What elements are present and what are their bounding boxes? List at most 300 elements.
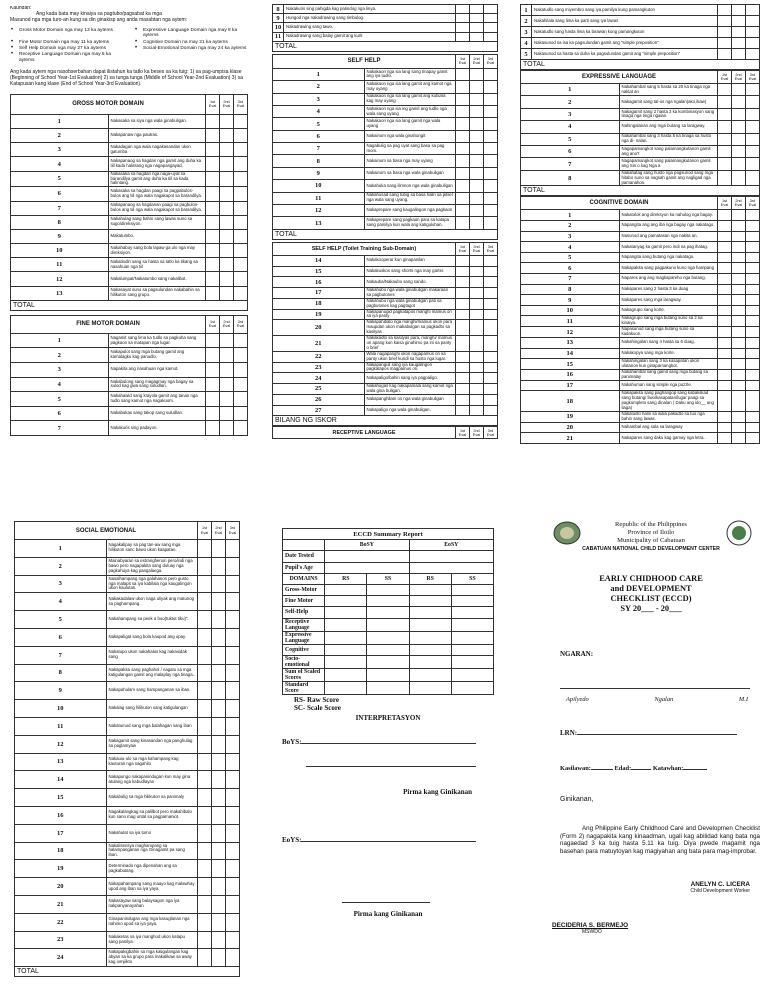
eval-1-cell[interactable] — [456, 14, 470, 23]
score-cell[interactable] — [367, 681, 409, 694]
eval-2-cell[interactable] — [470, 167, 484, 179]
score-cell[interactable] — [409, 681, 451, 694]
eval-1-cell[interactable] — [198, 895, 212, 913]
score-cell[interactable] — [367, 584, 409, 595]
eval-3-cell[interactable] — [484, 394, 498, 405]
eval-2-cell[interactable] — [220, 272, 234, 286]
eval-2-cell[interactable] — [220, 157, 234, 171]
eval-2-cell[interactable] — [732, 348, 746, 359]
eval-2-cell[interactable] — [470, 32, 484, 41]
eval-3-cell[interactable] — [226, 824, 240, 842]
eval-1-cell[interactable] — [206, 157, 220, 171]
eval-1-cell[interactable] — [718, 391, 732, 412]
eval-3-cell[interactable] — [226, 646, 240, 664]
eval-3-cell[interactable] — [234, 406, 248, 421]
score-cell[interactable] — [325, 655, 367, 668]
eval-1-cell[interactable] — [456, 266, 470, 277]
eval-3-cell[interactable] — [484, 130, 498, 142]
eval-2-cell[interactable] — [212, 717, 226, 735]
score-cell[interactable] — [409, 618, 451, 631]
eval-2-cell[interactable] — [470, 205, 484, 217]
eval-3-cell[interactable] — [484, 23, 498, 32]
eval-3-cell[interactable] — [484, 384, 498, 395]
eval-3-cell[interactable] — [484, 287, 498, 298]
score-cell[interactable] — [451, 607, 493, 618]
score-cell[interactable] — [325, 618, 367, 631]
eval-1-cell[interactable] — [718, 5, 732, 16]
eval-3-cell[interactable] — [746, 422, 760, 433]
score-cell[interactable] — [325, 596, 367, 607]
eval-1-cell[interactable] — [198, 824, 212, 842]
eval-2-cell[interactable] — [470, 277, 484, 288]
eval-2-cell[interactable] — [732, 133, 746, 145]
score-cell[interactable] — [367, 631, 409, 644]
eval-2-cell[interactable] — [470, 309, 484, 320]
eval-3-cell[interactable] — [484, 205, 498, 217]
eval-3-cell[interactable] — [234, 258, 248, 272]
eval-1-cell[interactable] — [206, 114, 220, 128]
eval-2-cell[interactable] — [732, 16, 746, 27]
eval-2-cell[interactable] — [212, 842, 226, 860]
eval-3-cell[interactable] — [234, 272, 248, 286]
eval-1-cell[interactable] — [198, 878, 212, 896]
eval-3-cell[interactable] — [746, 370, 760, 381]
eval-1-cell[interactable] — [456, 167, 470, 179]
eval-3-cell[interactable] — [484, 309, 498, 320]
eval-3-cell[interactable] — [746, 49, 760, 60]
eval-1-cell[interactable] — [718, 263, 732, 274]
eval-1-cell[interactable] — [198, 646, 212, 664]
eval-2-cell[interactable] — [732, 121, 746, 133]
eval-1-cell[interactable] — [456, 5, 470, 14]
eval-3-cell[interactable] — [746, 433, 760, 444]
eval-1-cell[interactable] — [206, 171, 220, 187]
eval-3-cell[interactable] — [226, 771, 240, 789]
eval-2-cell[interactable] — [470, 217, 484, 229]
score-cell[interactable] — [409, 607, 451, 618]
eval-2-cell[interactable] — [732, 5, 746, 16]
eval-1-cell[interactable] — [198, 593, 212, 611]
eval-2-cell[interactable] — [470, 118, 484, 130]
eval-2-cell[interactable] — [220, 201, 234, 215]
eoys-line[interactable] — [301, 841, 476, 842]
eval-3-cell[interactable] — [746, 252, 760, 263]
eval-2-cell[interactable] — [212, 682, 226, 700]
eval-2-cell[interactable] — [732, 210, 746, 221]
eval-1-cell[interactable] — [206, 258, 220, 272]
eval-1-cell[interactable] — [456, 373, 470, 384]
eval-1-cell[interactable] — [718, 231, 732, 242]
eval-2-cell[interactable] — [212, 735, 226, 753]
eval-2-cell[interactable] — [220, 229, 234, 243]
score-cell[interactable] — [325, 668, 367, 681]
eval-3-cell[interactable] — [484, 93, 498, 105]
eval-1-cell[interactable] — [456, 81, 470, 93]
eval-1-cell[interactable] — [456, 130, 470, 142]
eval-2-cell[interactable] — [212, 860, 226, 878]
eval-3-cell[interactable] — [226, 664, 240, 682]
eval-3-cell[interactable] — [484, 336, 498, 352]
eval-1-cell[interactable] — [198, 611, 212, 629]
eval-1-cell[interactable] — [456, 405, 470, 416]
eval-1-cell[interactable] — [456, 217, 470, 229]
eval-1-cell[interactable] — [198, 664, 212, 682]
eval-3-cell[interactable] — [234, 348, 248, 363]
eval-1-cell[interactable] — [718, 49, 732, 60]
eval-2-cell[interactable] — [470, 336, 484, 352]
eval-2-cell[interactable] — [470, 298, 484, 309]
eval-2-cell[interactable] — [732, 145, 746, 157]
eval-2-cell[interactable] — [220, 286, 234, 300]
eosy-date-cell[interactable] — [409, 551, 493, 562]
eval-3-cell[interactable] — [484, 320, 498, 336]
score-cell[interactable] — [367, 607, 409, 618]
eval-2-cell[interactable] — [220, 244, 234, 258]
eval-3-cell[interactable] — [746, 5, 760, 16]
score-cell[interactable] — [325, 631, 367, 644]
eval-1-cell[interactable] — [198, 540, 212, 558]
eval-1-cell[interactable] — [456, 118, 470, 130]
eval-2-cell[interactable] — [212, 824, 226, 842]
eval-2-cell[interactable] — [732, 316, 746, 327]
score-cell[interactable] — [451, 584, 493, 595]
eval-3-cell[interactable] — [746, 16, 760, 27]
eval-1-cell[interactable] — [718, 170, 732, 186]
eval-2-cell[interactable] — [732, 108, 746, 120]
eval-3-cell[interactable] — [484, 81, 498, 93]
eval-2-cell[interactable] — [212, 611, 226, 629]
eval-1-cell[interactable] — [198, 682, 212, 700]
eval-2-cell[interactable] — [732, 327, 746, 338]
score-cell[interactable] — [409, 584, 451, 595]
eval-2-cell[interactable] — [470, 255, 484, 266]
eval-2-cell[interactable] — [470, 81, 484, 93]
eval-1-cell[interactable] — [456, 336, 470, 352]
eval-2-cell[interactable] — [220, 114, 234, 128]
score-cell[interactable] — [325, 607, 367, 618]
eval-3-cell[interactable] — [746, 221, 760, 232]
score-cell[interactable] — [325, 644, 367, 655]
eval-2-cell[interactable] — [470, 93, 484, 105]
eval-1-cell[interactable] — [206, 201, 220, 215]
eval-1-cell[interactable] — [456, 205, 470, 217]
score-cell[interactable] — [451, 681, 493, 694]
eval-3-cell[interactable] — [746, 145, 760, 157]
eval-2-cell[interactable] — [212, 895, 226, 913]
eval-3-cell[interactable] — [234, 129, 248, 143]
score-cell[interactable] — [409, 644, 451, 655]
eval-2-cell[interactable] — [212, 753, 226, 771]
eval-1-cell[interactable] — [198, 842, 212, 860]
eval-3-cell[interactable] — [484, 105, 498, 117]
eval-1-cell[interactable] — [198, 700, 212, 718]
eval-3-cell[interactable] — [746, 108, 760, 120]
edad-line[interactable] — [631, 769, 651, 770]
eval-2-cell[interactable] — [212, 700, 226, 718]
eval-1-cell[interactable] — [456, 277, 470, 288]
eval-2-cell[interactable] — [212, 949, 226, 967]
eval-2-cell[interactable] — [220, 392, 234, 407]
eval-3-cell[interactable] — [234, 201, 248, 215]
eval-3-cell[interactable] — [746, 412, 760, 423]
eval-2-cell[interactable] — [470, 130, 484, 142]
eval-1-cell[interactable] — [718, 38, 732, 49]
eval-1-cell[interactable] — [718, 252, 732, 263]
eval-3-cell[interactable] — [226, 949, 240, 967]
eval-3-cell[interactable] — [234, 229, 248, 243]
eval-1-cell[interactable] — [198, 913, 212, 931]
eval-3-cell[interactable] — [226, 557, 240, 575]
eval-3-cell[interactable] — [226, 717, 240, 735]
eval-1-cell[interactable] — [198, 806, 212, 824]
eval-3-cell[interactable] — [226, 628, 240, 646]
eval-3-cell[interactable] — [234, 114, 248, 128]
eval-3-cell[interactable] — [746, 27, 760, 38]
eval-2-cell[interactable] — [212, 593, 226, 611]
eval-3-cell[interactable] — [226, 753, 240, 771]
eval-2-cell[interactable] — [732, 433, 746, 444]
boys-line-2[interactable] — [306, 766, 476, 767]
eval-1-cell[interactable] — [206, 286, 220, 300]
eval-2-cell[interactable] — [470, 405, 484, 416]
eval-2-cell[interactable] — [220, 171, 234, 187]
lrn-line[interactable] — [577, 734, 737, 735]
eval-3-cell[interactable] — [746, 295, 760, 306]
eval-3-cell[interactable] — [484, 266, 498, 277]
eval-2-cell[interactable] — [732, 38, 746, 49]
eval-3-cell[interactable] — [746, 158, 760, 170]
eval-3-cell[interactable] — [746, 380, 760, 391]
eval-1-cell[interactable] — [718, 221, 732, 232]
eval-2-cell[interactable] — [212, 557, 226, 575]
eval-3-cell[interactable] — [226, 842, 240, 860]
eval-3-cell[interactable] — [226, 611, 240, 629]
eval-3-cell[interactable] — [484, 373, 498, 384]
eval-3-cell[interactable] — [234, 377, 248, 392]
eval-3-cell[interactable] — [484, 180, 498, 192]
eval-1-cell[interactable] — [718, 295, 732, 306]
eval-2-cell[interactable] — [212, 771, 226, 789]
eval-2-cell[interactable] — [732, 96, 746, 108]
eval-3-cell[interactable] — [484, 405, 498, 416]
eval-2-cell[interactable] — [470, 266, 484, 277]
eval-2-cell[interactable] — [470, 362, 484, 373]
eval-2-cell[interactable] — [470, 351, 484, 362]
eval-2-cell[interactable] — [220, 129, 234, 143]
eval-1-cell[interactable] — [206, 363, 220, 378]
eval-2-cell[interactable] — [732, 370, 746, 381]
eval-2-cell[interactable] — [220, 363, 234, 378]
boys-line[interactable] — [301, 743, 476, 744]
eval-1-cell[interactable] — [718, 380, 732, 391]
eval-1-cell[interactable] — [456, 309, 470, 320]
eval-2-cell[interactable] — [470, 287, 484, 298]
eval-1-cell[interactable] — [456, 155, 470, 167]
eval-3-cell[interactable] — [746, 327, 760, 338]
eval-3-cell[interactable] — [484, 155, 498, 167]
eval-3-cell[interactable] — [746, 242, 760, 253]
score-cell[interactable] — [367, 618, 409, 631]
score-cell[interactable] — [409, 655, 451, 668]
eval-3-cell[interactable] — [234, 286, 248, 300]
eval-3-cell[interactable] — [226, 806, 240, 824]
eval-1-cell[interactable] — [206, 229, 220, 243]
eval-3-cell[interactable] — [484, 118, 498, 130]
eval-2-cell[interactable] — [220, 258, 234, 272]
eval-1-cell[interactable] — [718, 274, 732, 285]
eval-1-cell[interactable] — [198, 557, 212, 575]
score-cell[interactable] — [409, 596, 451, 607]
eval-1-cell[interactable] — [718, 158, 732, 170]
eval-1-cell[interactable] — [718, 242, 732, 253]
eval-1-cell[interactable] — [456, 287, 470, 298]
eval-2-cell[interactable] — [732, 359, 746, 370]
eval-2-cell[interactable] — [732, 170, 746, 186]
eval-2-cell[interactable] — [732, 49, 746, 60]
eval-2-cell[interactable] — [732, 412, 746, 423]
eval-2-cell[interactable] — [732, 338, 746, 349]
ngaran-line[interactable] — [560, 688, 750, 689]
eval-3-cell[interactable] — [746, 284, 760, 295]
eval-3-cell[interactable] — [234, 244, 248, 258]
eval-2-cell[interactable] — [220, 421, 234, 436]
eval-2-cell[interactable] — [220, 215, 234, 229]
eval-2-cell[interactable] — [212, 789, 226, 807]
eval-1-cell[interactable] — [206, 187, 220, 201]
eval-3-cell[interactable] — [226, 895, 240, 913]
signature-line[interactable] — [342, 902, 430, 903]
eval-3-cell[interactable] — [746, 38, 760, 49]
eval-3-cell[interactable] — [226, 789, 240, 807]
eval-1-cell[interactable] — [456, 143, 470, 155]
eval-3-cell[interactable] — [484, 5, 498, 14]
eval-1-cell[interactable] — [718, 433, 732, 444]
eval-1-cell[interactable] — [456, 192, 470, 204]
eval-1-cell[interactable] — [198, 628, 212, 646]
eval-1-cell[interactable] — [718, 327, 732, 338]
eval-1-cell[interactable] — [456, 105, 470, 117]
eval-3-cell[interactable] — [746, 231, 760, 242]
eval-1-cell[interactable] — [718, 133, 732, 145]
eval-1-cell[interactable] — [198, 717, 212, 735]
bosy-date-cell[interactable] — [325, 551, 409, 562]
kasilawan-line[interactable] — [591, 769, 613, 770]
eval-1-cell[interactable] — [718, 338, 732, 349]
eval-2-cell[interactable] — [220, 377, 234, 392]
eval-3-cell[interactable] — [484, 68, 498, 80]
eval-2-cell[interactable] — [470, 155, 484, 167]
eval-3-cell[interactable] — [484, 14, 498, 23]
eval-2-cell[interactable] — [732, 284, 746, 295]
eval-3-cell[interactable] — [226, 735, 240, 753]
eval-2-cell[interactable] — [212, 806, 226, 824]
eval-1-cell[interactable] — [198, 753, 212, 771]
score-cell[interactable] — [367, 596, 409, 607]
eval-3-cell[interactable] — [746, 210, 760, 221]
eval-2-cell[interactable] — [470, 373, 484, 384]
eval-2-cell[interactable] — [732, 295, 746, 306]
eval-1-cell[interactable] — [198, 735, 212, 753]
eval-1-cell[interactable] — [718, 145, 732, 157]
eval-3-cell[interactable] — [746, 316, 760, 327]
eval-3-cell[interactable] — [484, 192, 498, 204]
eval-3-cell[interactable] — [234, 187, 248, 201]
eval-1-cell[interactable] — [718, 305, 732, 316]
score-cell[interactable] — [451, 596, 493, 607]
score-cell[interactable] — [367, 644, 409, 655]
eval-3-cell[interactable] — [234, 215, 248, 229]
eval-3-cell[interactable] — [484, 167, 498, 179]
eval-2-cell[interactable] — [470, 14, 484, 23]
eval-2-cell[interactable] — [732, 422, 746, 433]
eval-1-cell[interactable] — [198, 771, 212, 789]
eval-3-cell[interactable] — [746, 359, 760, 370]
eval-3-cell[interactable] — [234, 363, 248, 378]
eval-1-cell[interactable] — [456, 384, 470, 395]
eval-1-cell[interactable] — [456, 320, 470, 336]
eval-2-cell[interactable] — [732, 305, 746, 316]
eval-1-cell[interactable] — [198, 789, 212, 807]
bosy-age-cell[interactable] — [325, 562, 409, 573]
eval-2-cell[interactable] — [732, 84, 746, 96]
score-cell[interactable] — [325, 681, 367, 694]
eval-2-cell[interactable] — [732, 221, 746, 232]
eval-3-cell[interactable] — [234, 392, 248, 407]
eval-1-cell[interactable] — [198, 860, 212, 878]
eval-3-cell[interactable] — [746, 305, 760, 316]
eval-2-cell[interactable] — [212, 628, 226, 646]
eval-3-cell[interactable] — [234, 421, 248, 436]
eval-3-cell[interactable] — [746, 338, 760, 349]
eval-3-cell[interactable] — [484, 255, 498, 266]
score-cell[interactable] — [451, 655, 493, 668]
eval-2-cell[interactable] — [212, 913, 226, 931]
eval-3-cell[interactable] — [746, 348, 760, 359]
eval-3-cell[interactable] — [746, 96, 760, 108]
eval-3-cell[interactable] — [226, 575, 240, 593]
eval-1-cell[interactable] — [456, 23, 470, 32]
eval-3-cell[interactable] — [226, 540, 240, 558]
eval-2-cell[interactable] — [732, 263, 746, 274]
eval-2-cell[interactable] — [732, 252, 746, 263]
eval-2-cell[interactable] — [470, 5, 484, 14]
eval-1-cell[interactable] — [718, 121, 732, 133]
katawhan-line[interactable] — [683, 769, 707, 770]
eval-1-cell[interactable] — [718, 27, 732, 38]
eval-2-cell[interactable] — [220, 348, 234, 363]
eval-1-cell[interactable] — [718, 84, 732, 96]
score-cell[interactable] — [451, 644, 493, 655]
eval-2-cell[interactable] — [212, 646, 226, 664]
eval-3-cell[interactable] — [746, 391, 760, 412]
eval-3-cell[interactable] — [484, 362, 498, 373]
eval-2-cell[interactable] — [732, 158, 746, 170]
eval-1-cell[interactable] — [456, 93, 470, 105]
eval-3-cell[interactable] — [234, 333, 248, 348]
eval-1-cell[interactable] — [718, 422, 732, 433]
eval-3-cell[interactable] — [484, 217, 498, 229]
score-cell[interactable] — [367, 668, 409, 681]
eval-1-cell[interactable] — [206, 143, 220, 157]
eval-3-cell[interactable] — [226, 878, 240, 896]
eval-3-cell[interactable] — [226, 860, 240, 878]
eval-1-cell[interactable] — [198, 949, 212, 967]
eval-1-cell[interactable] — [718, 359, 732, 370]
eval-2-cell[interactable] — [220, 143, 234, 157]
eval-3-cell[interactable] — [226, 593, 240, 611]
score-cell[interactable] — [325, 584, 367, 595]
eval-1-cell[interactable] — [198, 931, 212, 949]
